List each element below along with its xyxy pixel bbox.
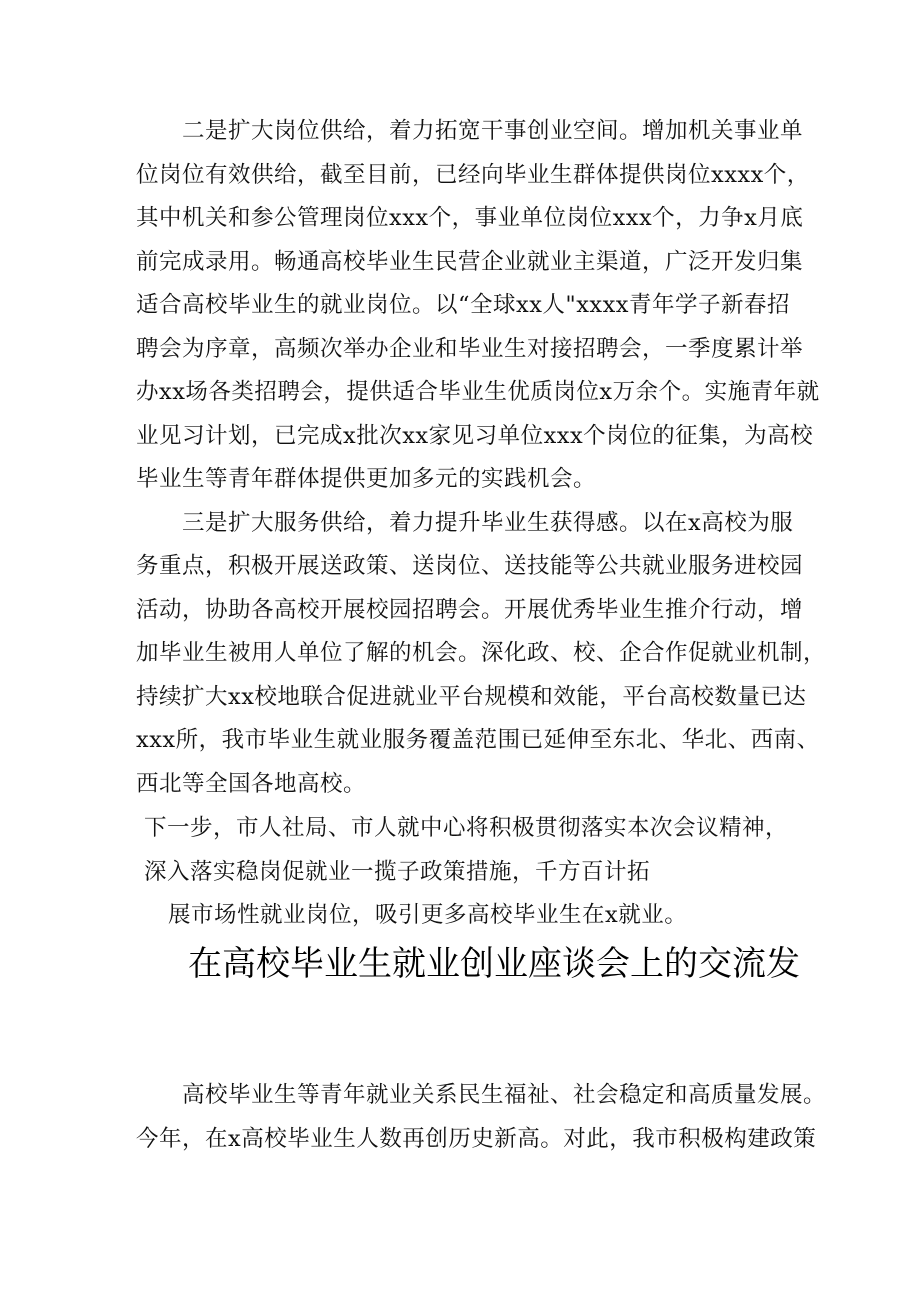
document-title: 在高校毕业生就业创业座谈会上的交流发 bbox=[188, 944, 800, 984]
paragraph-2-line-3: 其中机关和参公管理岗位xxx个，事业单位岗位xxx个，力争x月底 bbox=[136, 205, 804, 231]
paragraph-3-line-1: 三是扩大服务供给，着力提升毕业生获得感。以在x高校为服 bbox=[182, 510, 794, 536]
paragraph-4-line-1: 下一步，市人社局、市人就中心将积极贯彻落实本次会议精神， bbox=[144, 815, 789, 841]
paragraph-5-line-1: 高校毕业生等青年就业关系民生福祉、社会稳定和高质量发展。 bbox=[182, 1082, 827, 1108]
paragraph-3-line-4: 加毕业生被用人单位了解的机会。深化政、校、企合作促就业机制， bbox=[136, 640, 827, 666]
paragraph-2-line-7: 办xx场各类招聘会，提供适合毕业生优质岗位x万余个。实施青年就 bbox=[136, 379, 820, 405]
paragraph-2-line-4: 前完成录用。畅通高校毕业生民营企业就业主渠道，广泛开发归集 bbox=[136, 249, 804, 275]
paragraph-5-line-2: 今年，在x高校毕业生人数再创历史新高。对此，我市积极构建政策 bbox=[136, 1126, 817, 1152]
paragraph-2-line-8: 业见习计划，已完成x批次xx家见习单位xxx个岗位的征集，为高校 bbox=[136, 423, 814, 449]
paragraph-2-line-9: 毕业生等青年群体提供更加多元的实践机会。 bbox=[136, 466, 597, 492]
paragraph-4-line-2: 深入落实稳岗促就业一揽子政策措施，千方百计拓 bbox=[144, 859, 651, 885]
paragraph-2-line-6: 聘会为序章，高频次举办企业和毕业生对接招聘会，一季度累计举 bbox=[136, 336, 804, 362]
paragraph-2-line-5: 适合高校毕业生的就业岗位。以“全球xx人"xxxx青年学子新春招 bbox=[136, 292, 790, 318]
paragraph-2-line-1: 二是扩大岗位供给，着力拓宽干事创业空间。增加机关事业单 bbox=[182, 118, 804, 144]
paragraph-3-line-2: 务重点，积极开展送政策、送岗位、送技能等公共就业服务进校园 bbox=[136, 553, 804, 579]
paragraph-3-line-5: 持续扩大xx校地联合促进就业平台规模和效能，平台高校数量已达 bbox=[136, 684, 807, 710]
paragraph-3-line-7: 西北等全国各地高校。 bbox=[136, 771, 367, 797]
paragraph-3-line-6: xxx所，我市毕业生就业服务覆盖范围已延伸至东北、华北、西南、 bbox=[136, 727, 820, 753]
paragraph-4-line-3: 展市场性就业岗位，吸引更多高校毕业生在x就业。 bbox=[168, 902, 688, 928]
paragraph-2-line-2: 位岗位有效供给，截至目前，已经向毕业生群体提供岗位xxxx个， bbox=[136, 162, 810, 188]
paragraph-3-line-3: 活动，协助各高校开展校园招聘会。开展优秀毕业生推介行动，增 bbox=[136, 597, 804, 623]
